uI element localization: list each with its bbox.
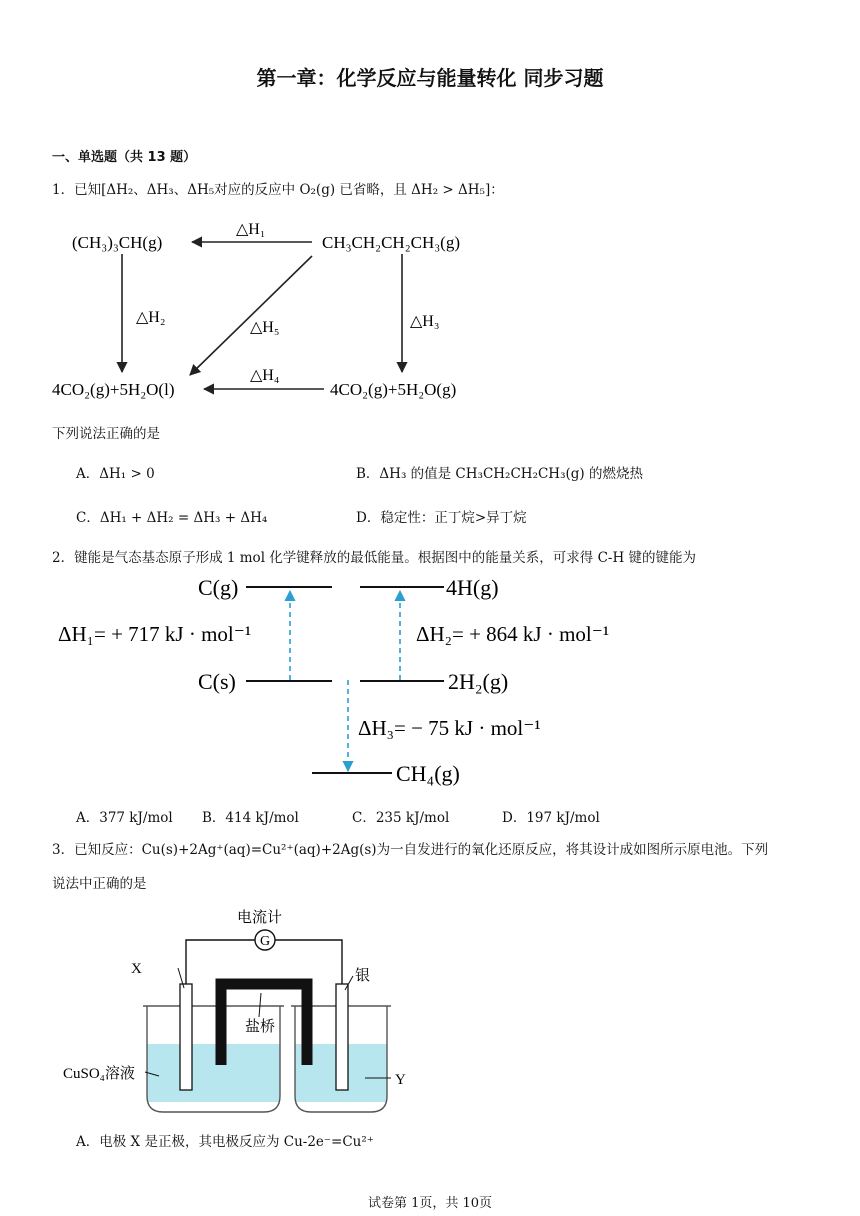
cuso4-solution-label: CuSO₄溶液	[63, 1066, 135, 1082]
galvanometer-g-label: G	[259, 934, 271, 949]
electrode-x-label: X	[131, 961, 142, 977]
q1-arrow-dh5	[190, 256, 312, 375]
q2-option-a[interactable]: A．377 kJ/mol	[76, 810, 173, 826]
q1-option-b[interactable]: B．ΔH₃ 的值是 CH₃CH₂CH₂CH₃(g) 的燃烧热	[356, 466, 643, 482]
q1-dh5-label: △H₅	[250, 319, 280, 336]
page-title: 第一章：化学反应与能量转化 同步习题	[256, 66, 604, 90]
q3-stem-line1: 3．已知反应：Cu(s)+2Ag⁺(aq)=Cu²⁺(aq)+2Ag(s)为一自发进行的氧化还原反应，将其设计成如图所示原电池。下列	[52, 842, 769, 858]
q1-option-a[interactable]: A．ΔH₁ > 0	[76, 466, 155, 482]
q1-option-c[interactable]: C．ΔH₁ + ΔH₂ = ΔH₃ + ΔH₄	[76, 510, 268, 526]
q2-stem: 2．键能是气态基态原子形成 1 mol 化学键释放的最低能量。根据图中的能量关系，可求得 C-H 键的键能为	[52, 550, 697, 566]
q3-stem-line2: 说法中正确的是	[52, 876, 147, 892]
q1-dh4-label: △H₄	[250, 367, 280, 384]
q2-dh2-label: ΔH₂= + 864 kJ · mol⁻¹	[416, 622, 610, 646]
q2-option-c[interactable]: C．235 kJ/mol	[352, 810, 450, 826]
electrode-x	[180, 984, 192, 1090]
q2-option-b[interactable]: B．414 kJ/mol	[202, 810, 299, 826]
q2-option-d[interactable]: D．197 kJ/mol	[502, 810, 600, 826]
q2-dh3-label: ΔH₃= − 75 kJ · mol⁻¹	[358, 716, 541, 740]
meter-label: 电流计	[237, 910, 283, 926]
q1-diagram	[40, 210, 500, 410]
q2-ch4-label: CH₄(g)	[396, 761, 460, 786]
q1-top-right-label: CH₃CH₂CH₂CH₃(g)	[322, 233, 460, 252]
q2-cg-label: C(g)	[198, 575, 239, 600]
q1-stem: 1．已知[ΔH₂、ΔH₃、ΔH₅对应的反应中 O₂(g) 已省略，且 ΔH₂ > ΔH₅]：	[52, 182, 504, 198]
q1-bottom-left-label: 4CO₂(g)+5H₂O(l)	[52, 380, 175, 399]
q2-2h2-label: 2H₂(g)	[448, 669, 509, 694]
q2-cs-label: C(s)	[198, 669, 236, 694]
salt-bridge-label: 盐桥	[245, 1019, 276, 1035]
section-heading: 一、单选题（共 13 题）	[52, 150, 197, 165]
q2-4h-label: 4H(g)	[446, 575, 499, 600]
q1-bottom-right-label: 4CO₂(g)+5H₂O(g)	[330, 380, 457, 399]
q3-option-a[interactable]: A．电极 X 是正极，其电极反应为 Cu-2e⁻=Cu²⁺	[76, 1134, 374, 1150]
solution-y-label: Y	[395, 1072, 406, 1088]
q3-galvanic-cell-diagram	[55, 900, 415, 1120]
left-solution	[147, 1044, 280, 1102]
q2-dh1-label: ΔH₁= + 717 kJ · mol⁻¹	[58, 622, 252, 646]
q1-top-left-label: (CH₃)₃CH(g)	[72, 233, 163, 252]
q2-energy-diagram	[50, 565, 670, 790]
q1-option-d[interactable]: D．稳定性：正丁烷>异丁烷	[356, 510, 527, 526]
page-footer: 试卷第 1页，共 10页	[367, 1196, 493, 1211]
q1-dh2-label: △H₂	[136, 309, 166, 326]
silver-label: 银	[355, 968, 371, 984]
q1-dh1-label: △H₁	[236, 221, 266, 238]
silver-electrode	[336, 984, 348, 1090]
q1-prompt: 下列说法正确的是	[52, 426, 160, 442]
q1-dh3-label: △H₃	[410, 313, 440, 330]
